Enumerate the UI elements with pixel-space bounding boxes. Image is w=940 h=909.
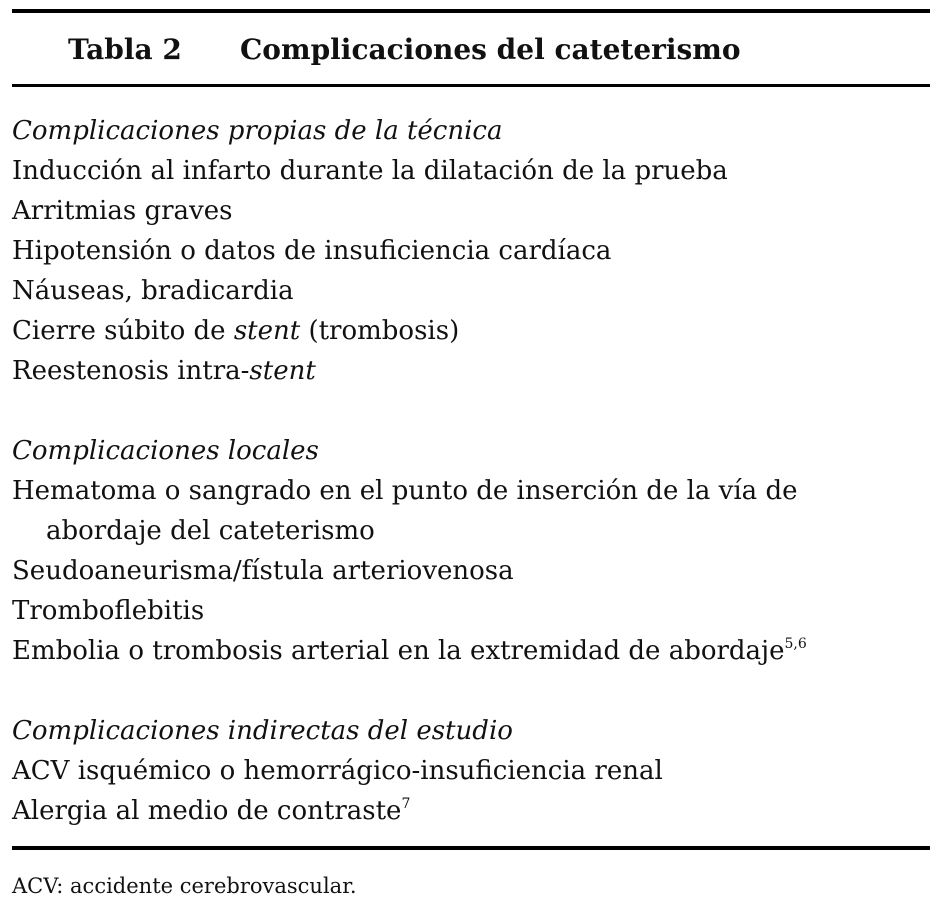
- table-footnote: ACV: accidente cerebrovascular.: [12, 874, 357, 898]
- table-caption: [68, 31, 741, 69]
- section-spacer: [12, 391, 930, 431]
- list-item: [12, 791, 930, 831]
- list-item: Seudoaneurisma/fístula arteriovenosa: [12, 556, 514, 586]
- list-item: Arritmias graves: [12, 196, 233, 226]
- list-item-italic-term: stent: [233, 316, 301, 346]
- list-item-text: Cierre súbito de: [12, 316, 234, 346]
- list-item: [12, 631, 930, 671]
- list-item: ACV isquémico o hemorrágico-insuficiencia renal: [12, 756, 663, 786]
- reference-superscript: 5,6: [784, 636, 807, 652]
- list-item: Náuseas, bradicardia: [12, 276, 294, 306]
- list-item-italic-term: stent: [249, 356, 316, 386]
- list-item-text: Reestenosis intra-: [12, 356, 250, 386]
- list-item-text: Alergia al medio de contraste: [12, 796, 402, 826]
- list-item: Tromboflebitis: [12, 596, 205, 626]
- section-heading-locales: Complicaciones locales: [12, 436, 319, 466]
- list-item-text: (trombosis): [300, 316, 460, 346]
- list-item: Hematoma o sangrado en el punto de inserción de la vía de: [12, 476, 798, 506]
- table-title: Complicaciones del cateterismo: [240, 33, 741, 66]
- reference-superscript: 7: [401, 796, 411, 812]
- list-item-text: Embolia o trombosis arterial en la extremidad de abordaje: [12, 636, 785, 666]
- list-item: [12, 311, 930, 351]
- list-item: Hipotensión o datos de insuficiencia cardíaca: [12, 236, 612, 266]
- list-item: [12, 351, 930, 391]
- list-item-continuation: abordaje del cateterismo: [46, 516, 375, 546]
- table-top-rule: [12, 9, 930, 13]
- table-bottom-rule: [12, 846, 930, 850]
- section-heading-tecnica: Complicaciones propias de la técnica: [12, 116, 503, 146]
- section-heading-indirectas: Complicaciones indirectas del estudio: [12, 716, 513, 746]
- list-item: Inducción al infarto durante la dilatación de la prueba: [12, 156, 728, 186]
- table-body: [12, 111, 930, 831]
- section-spacer: [12, 671, 930, 711]
- table-number: Tabla 2: [68, 33, 182, 66]
- header-rule: [12, 84, 930, 87]
